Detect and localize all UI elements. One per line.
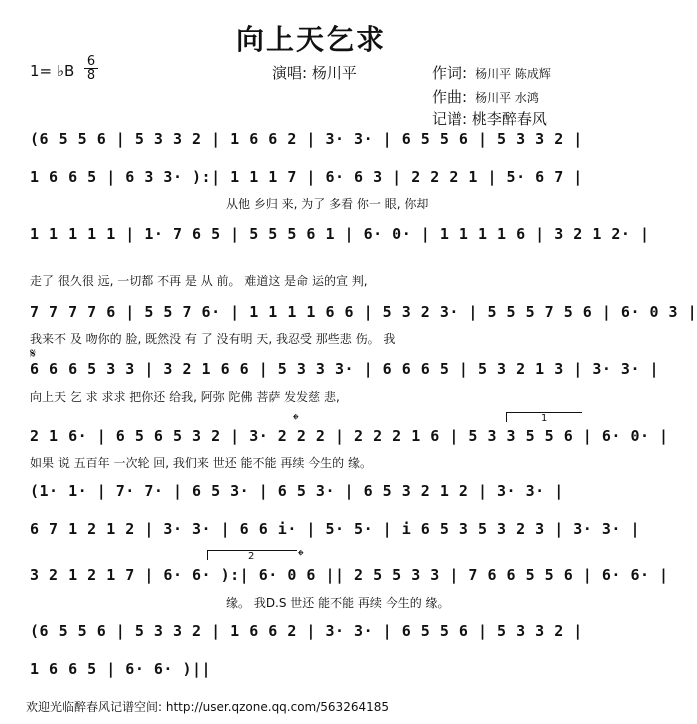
lyricist-label: 作词: (432, 64, 468, 82)
lyric-line: 向上天 乞 求 求求 把你还 给我, 阿弥 陀佛 菩萨 发发慈 悲, (30, 390, 340, 404)
lyricist-names: 杨川平 陈成辉 (475, 67, 551, 81)
score-line: 7 7 7 7 6 | 5 5 7 6· | 1 1 1 1 6 6 | 5 3 2 3· | 5 5 5 7 5 6 | 6· 0 3 | (30, 303, 697, 321)
lyricist-credit (432, 62, 551, 83)
score-line: (1· 1· | 7· 7· | 6 5 3· | 6 5 3· | 6 5 3 2 1 2 | 3· 3· | (30, 482, 564, 500)
footer-credit: 欢迎光临醉春风记谱空间: http://user.qzone.qq.com/563264185 (26, 700, 390, 714)
key-signature: 1= ♭B (30, 62, 75, 80)
segno-sign: 𝄋 (30, 346, 37, 362)
transcriber-credit: 记谱: 桃李醉春风 (432, 110, 547, 128)
composer-credit (432, 86, 539, 107)
score-line: 6 7 1 2 1 2 | 3· 3· | 6 6 i· | 5· 5· | i 6 5 3 5 3 2 3 | 3· 3· | (30, 520, 640, 538)
coda-sign: 𝄌 (298, 546, 304, 565)
composer-names: 杨川平 水鸿 (475, 91, 539, 105)
meter-numerator: 6 (86, 54, 96, 69)
score-line: 1 6 6 5 | 6· 6· )|| (30, 660, 212, 678)
score-line: 3 2 1 2 1 7 | 6· 6· ):| 6· 0 6 || 2 5 5 3 3 | 7 6 6 5 5 6 | 6· 6· | (30, 566, 669, 584)
time-signature (84, 55, 98, 82)
coda-sign: 𝄌 (293, 410, 299, 429)
composer-label: 作曲: (432, 88, 468, 106)
song-title: 向上天乞求 (235, 23, 386, 56)
lyric-line: 走了 很久很 远, 一切都 不再 是 从 前。 难道这 是命 运的宣 判, (30, 274, 368, 288)
lyric-line: 缘。 我D.S 世还 能不能 再续 今生的 缘。 (226, 596, 450, 610)
lyric-line: 我来不 及 吻你的 脸, 既然没 有 了 没有明 天, 我忍受 那些悲 伤。 我 (30, 332, 396, 346)
first-ending-bracket: 1 (506, 412, 582, 422)
score-line: (6 5 5 6 | 5 3 3 2 | 1 6 6 2 | 3· 3· | 6 5 5 6 | 5 3 3 2 | (30, 622, 583, 640)
score-line: 2 1 6· | 6 5 6 5 3 2 | 3· 2 2 2 | 2 2 2 1 6 | 5 3 3 5 5 6 | 6· 0· | (30, 427, 669, 445)
score-line: 1 6 6 5 | 6 3 3· ):| 1 1 1 7 | 6· 6 3 | 2 2 2 1 | 5· 6 7 | (30, 168, 583, 186)
score-line: (6 5 5 6 | 5 3 3 2 | 1 6 6 2 | 3· 3· | 6 5 5 6 | 5 3 3 2 | (30, 130, 583, 148)
second-ending-bracket: 2 (207, 550, 297, 560)
score-line: 6 6 6 5 3 3 | 3 2 1 6 6 | 5 3 3 3· | 6 6 6 5 | 5 3 2 1 3 | 3· 3· | (30, 360, 660, 378)
meter-denominator: 8 (84, 68, 98, 82)
score-line: 1 1 1 1 1 | 1· 7 6 5 | 5 5 5 6 1 | 6· 0· | 1 1 1 1 6 | 3 2 1 2· | (30, 225, 650, 243)
lyric-line: 从他 乡归 来, 为了 多看 你一 眼, 你却 (226, 197, 429, 211)
singer-credit: 演唱: 杨川平 (272, 64, 357, 82)
lyric-line: 如果 说 五百年 一次轮 回, 我们来 世还 能不能 再续 今生的 缘。 (30, 456, 372, 470)
